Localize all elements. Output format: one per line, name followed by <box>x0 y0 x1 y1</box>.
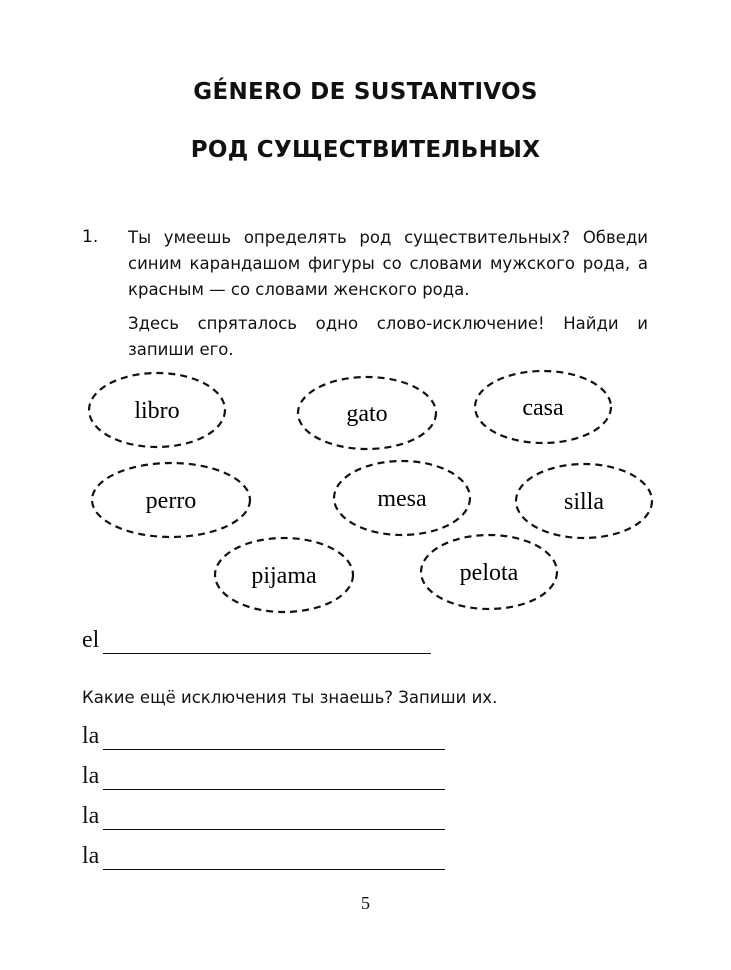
oval-mesa[interactable] <box>334 461 470 535</box>
oval-perro[interactable] <box>92 463 250 537</box>
word-perro: perro <box>145 488 197 514</box>
task-hint: Здесь спряталось одно слово-исключение! Найди и запиши его. <box>128 314 648 359</box>
answer-field-la[interactable] <box>103 811 445 830</box>
oval-pelota[interactable] <box>421 535 557 609</box>
oval-silla[interactable] <box>516 464 652 538</box>
word-casa: casa <box>522 395 564 421</box>
word-silla: silla <box>564 489 604 515</box>
answer-line-la <box>82 803 445 830</box>
task-number: 1. <box>82 227 99 247</box>
oval-casa[interactable] <box>475 371 611 443</box>
oval-libro[interactable] <box>89 373 225 447</box>
word-mesa: mesa <box>377 486 427 512</box>
article-la: la <box>82 803 100 829</box>
answer-line-la <box>82 763 445 790</box>
title-spanish: GÉNERO DE SUSTANTIVOS <box>193 79 538 105</box>
answer-field-la[interactable] <box>103 771 445 790</box>
oval-gato[interactable] <box>298 377 436 449</box>
article-la: la <box>82 763 100 789</box>
word-pelota: pelota <box>459 560 519 586</box>
article-la: la <box>82 843 100 869</box>
answer-field-el[interactable] <box>103 635 431 654</box>
answer-field-la[interactable] <box>103 851 445 870</box>
article-el: el <box>82 627 100 653</box>
answer-line-la <box>82 843 445 870</box>
answer-field-la[interactable] <box>103 731 445 750</box>
answer-line-la <box>82 723 445 750</box>
oval-pijama[interactable] <box>215 538 353 612</box>
page-number: 5 <box>361 893 370 913</box>
word-gato: gato <box>346 401 388 427</box>
word-libro: libro <box>134 398 180 424</box>
word-pijama: pijama <box>251 563 317 589</box>
article-la: la <box>82 723 100 749</box>
task-instruction: Ты умеешь определять род существительных? Обведи синим карандашом фигуры со словами мужского рода, а красным — со словами женского рода. <box>128 228 648 299</box>
title-russian: РОД СУЩЕСТВИТЕЛЬНЫХ <box>190 137 541 163</box>
question-text: Какие ещё исключения ты знаешь? Запиши их. <box>82 688 498 707</box>
answer-line-el <box>82 627 431 654</box>
